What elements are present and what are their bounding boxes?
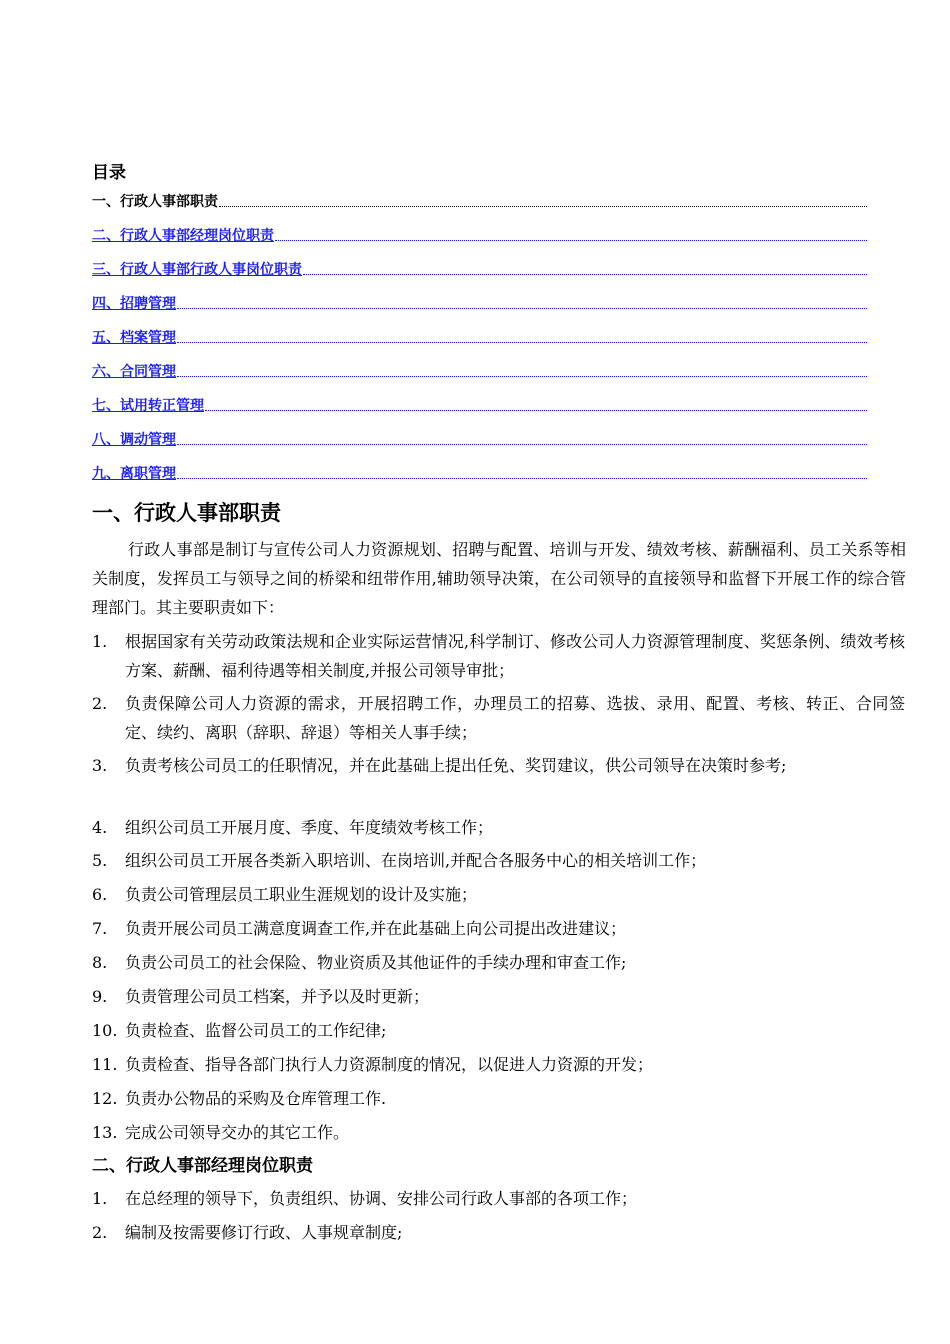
toc-entry-3[interactable]	[92, 258, 867, 280]
toc-title: 目录	[92, 163, 126, 183]
toc-leader-dots	[219, 206, 867, 207]
list-item-text: 负责办公物品的采购及仓库管理工作.	[125, 1089, 387, 1108]
toc-entry-6[interactable]	[92, 360, 867, 382]
toc-entry-label: 九、离职管理	[92, 466, 176, 482]
toc-leader-dots	[275, 240, 867, 241]
toc-entry-label: 四、招聘管理	[92, 296, 176, 312]
toc-entry-label: 七、试用转正管理	[92, 398, 204, 414]
list-item-text: 组织公司员工开展各类新入职培训、在岗培训,并配合各服务中心的相关培训工作；	[125, 851, 707, 870]
toc-leader-dots	[177, 444, 867, 445]
toc-entry-7[interactable]	[92, 394, 867, 416]
list-item-number: 3.	[92, 756, 108, 775]
toc-entry-label: 六、合同管理	[92, 364, 176, 380]
list-item-text: 负责公司管理层员工职业生涯规划的设计及实施；	[125, 885, 478, 904]
list-item-number: 12.	[92, 1089, 118, 1108]
list-item-text: 编制及按需要修订行政、人事规章制度;	[125, 1223, 403, 1242]
list-item-text: 负责检查、指导各部门执行人力资源制度的情况，以促进人力资源的开发；	[125, 1055, 654, 1074]
toc-leader-dots	[177, 342, 867, 343]
toc-leader-dots	[303, 274, 867, 275]
list-item-text: 负责管理公司员工档案，并予以及时更新；	[125, 987, 430, 1006]
toc-entry-5[interactable]	[92, 326, 867, 348]
list-item-number: 10.	[92, 1021, 118, 1040]
list-item-text: 负责检查、监督公司员工的工作纪律;	[125, 1021, 387, 1040]
list-item-number: 6.	[92, 885, 108, 904]
list-item-number: 2.	[92, 1223, 108, 1242]
list-item-number: 2.	[92, 694, 108, 713]
list-item-text: 在总经理的领导下，负责组织、协调、安排公司行政人事部的各项工作；	[125, 1189, 638, 1208]
list-item-number: 5.	[92, 851, 108, 870]
toc-entry-label: 一、行政人事部职责	[92, 194, 218, 210]
list-item-text: 负责保障公司人力资源的需求，开展招聘工作，办理员工的招募、选拔、录用、配置、考核、转正、合同签定、续约、离职（辞职、辞退）等相关人事手续；	[125, 694, 905, 742]
toc-leader-dots	[177, 376, 867, 377]
list-item-text: 负责开展公司员工满意度调查工作,并在此基础上向公司提出改进建议；	[125, 919, 627, 938]
toc-entry-1[interactable]	[92, 190, 867, 212]
section-heading: 一、行政人事部职责	[92, 501, 281, 525]
section-intro-paragraph: 行政人事部是制订与宣传公司人力资源规划、招聘与配置、培训与开发、绩效考核、薪酬福利、员工关系等相关制度，发挥员工与领导之间的桥梁和纽带作用,辅助领导决策，在公司领导的直接领导和监督下开展工作的综合管理部门。其主要职责如下：	[92, 540, 906, 617]
list-item-text: 负责考核公司员工的任职情况，并在此基础上提出任免、奖罚建议，供公司领导在决策时参考;	[125, 756, 787, 775]
toc-entry-label: 二、行政人事部经理岗位职责	[92, 228, 274, 244]
toc-entry-label: 五、档案管理	[92, 330, 176, 346]
toc-entry-label: 三、行政人事部行政人事岗位职责	[92, 262, 302, 278]
list-item-number: 11.	[92, 1055, 118, 1074]
toc-leader-dots	[177, 308, 867, 309]
list-item-text: 完成公司领导交办的其它工作。	[125, 1123, 350, 1142]
toc-entry-label: 八、调动管理	[92, 432, 176, 448]
toc-leader-dots	[177, 478, 867, 479]
list-item-text: 组织公司员工开展月度、季度、年度绩效考核工作；	[125, 818, 494, 837]
list-item-number: 8.	[92, 953, 108, 972]
toc-entry-8[interactable]	[92, 428, 867, 450]
list-item-number: 1.	[92, 1189, 108, 1208]
list-item-text: 根据国家有关劳动政策法规和企业实际运营情况,科学制订、修改公司人力资源管理制度、奖惩条例、绩效考核方案、薪酬、福利待遇等相关制度,并报公司领导审批；	[125, 632, 905, 680]
section-heading: 二、行政人事部经理岗位职责	[92, 1156, 313, 1176]
toc-entry-9[interactable]	[92, 462, 867, 484]
toc-leader-dots	[205, 410, 867, 411]
list-item-number: 4.	[92, 818, 108, 837]
list-item-number: 13.	[92, 1123, 118, 1142]
list-item-number: 1.	[92, 632, 108, 651]
list-item-number: 7.	[92, 919, 108, 938]
list-item-number: 9.	[92, 987, 108, 1006]
list-item-text: 负责公司员工的社会保险、物业资质及其他证件的手续办理和审查工作;	[125, 953, 627, 972]
toc-entry-2[interactable]	[92, 224, 867, 246]
toc-entry-4[interactable]	[92, 292, 867, 314]
